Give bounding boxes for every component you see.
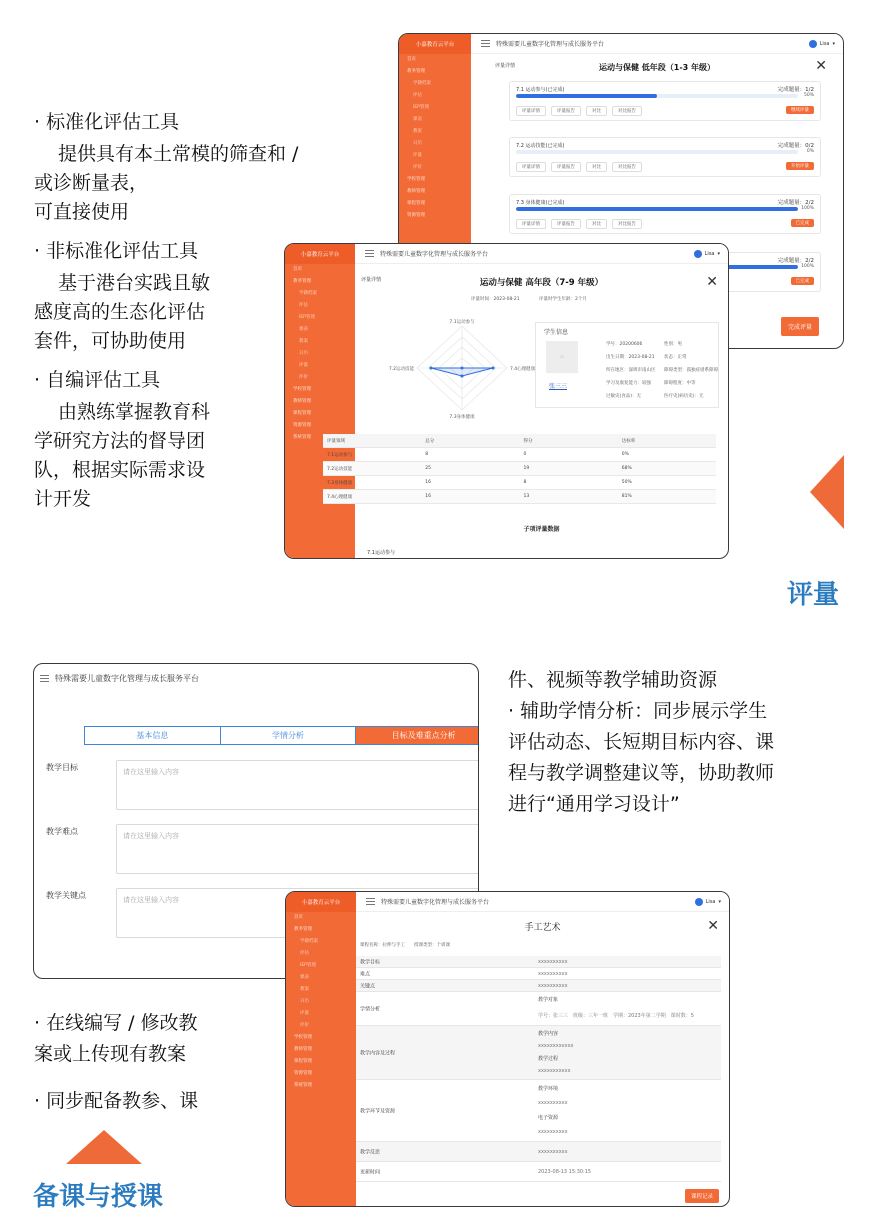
finish-assessment-button[interactable]: 完成评量 [781, 317, 819, 336]
sidebar-item-lesson-plan[interactable]: 教案 [300, 987, 309, 992]
lesson-row: 更新时间 2023-08-13 15:30:15 [356, 1162, 721, 1182]
bullet-custom-body-1: 由熟练掌握教育科 [58, 401, 211, 423]
report-button[interactable]: 评量报告 [551, 162, 581, 172]
user-menu[interactable] [809, 40, 835, 48]
tab-goal-analysis[interactable]: 目标及难重点分析 [356, 727, 479, 744]
platform-title: 特殊需要儿童数字化管理与成长服务平台 [55, 673, 199, 683]
sub-item-first: 7.1运动参与 [367, 550, 395, 556]
student-name[interactable]: 张三三 [549, 383, 568, 390]
assessment-age: 评量时学生年龄：2个月 [539, 297, 587, 302]
start-assessment-button[interactable]: 开始评量 [786, 162, 814, 170]
breadcrumb: 评量详情 [495, 63, 516, 69]
sidebar-item-academic[interactable]: 教务管理 [293, 279, 311, 284]
report-button[interactable]: 评量报告 [551, 106, 581, 116]
table-row: 7.2运动技能 25 19 68% [323, 462, 716, 476]
sidebar-item-evaluation[interactable]: 评估 [299, 303, 308, 308]
radar-label: 7.2运动技能 [389, 367, 414, 372]
avatar [695, 898, 703, 906]
progress-percent: 50% [803, 93, 814, 98]
sidebar-item-course[interactable]: 课程管理 [407, 201, 425, 206]
platform-title: 特殊需要儿童数字化管理与成长服务平台 [380, 251, 489, 258]
sidebar-item-schedule[interactable]: 课表 [299, 327, 308, 332]
compare-report-button[interactable]: 对比报告 [612, 219, 642, 229]
sidebar-item-calendar[interactable]: 日历 [299, 351, 308, 356]
topbar [471, 34, 843, 54]
progress-fill [516, 94, 657, 98]
card-actions [516, 219, 642, 229]
progress-percent: 100% [801, 206, 814, 211]
user-name: Lisa [819, 40, 830, 47]
sidebar-item-records[interactable]: 学籍档案 [299, 291, 317, 296]
progress-bar [516, 94, 798, 98]
bullet-custom-body-4: 计开发 [34, 488, 92, 510]
text-line: · 同步配备教参、课 [34, 1090, 199, 1112]
screen-assessment-high-grade [284, 243, 729, 559]
sidebar-item-schedule[interactable]: 课表 [300, 975, 309, 980]
completed-badge[interactable]: 已完成 [791, 277, 815, 285]
progress-percent: 0% [806, 149, 814, 154]
sidebar-logo: 小嘉教育云平台 [285, 244, 355, 264]
sidebar-item-teacher[interactable]: 教师管理 [407, 189, 425, 194]
sidebar-item-course[interactable]: 课程管理 [294, 1059, 312, 1064]
lesson-row: 教学反思 xxxxxxxxxx [356, 1142, 721, 1162]
sidebar-logo: 小嘉教育云平台 [286, 892, 356, 912]
compare-button[interactable]: 对比 [586, 162, 607, 172]
sidebar-item-schedule[interactable]: 课表 [413, 117, 422, 122]
sidebar-item-teacher[interactable]: 教师管理 [294, 1047, 312, 1052]
sidebar-item-academic[interactable]: 教务管理 [294, 927, 312, 932]
intro-text-assessment [34, 108, 298, 514]
menu-icon[interactable] [40, 675, 49, 682]
assessment-date: 评量时间：2023-08-21 [471, 297, 520, 302]
bullet-nonstandard-title: · 非标准化评估工具 [34, 240, 199, 262]
sidebar-item-review[interactable]: 评价 [413, 165, 422, 170]
radar-label: 7.3身体健康 [449, 415, 475, 420]
assessment-card [509, 81, 821, 121]
detail-button[interactable]: 评量详情 [516, 162, 546, 172]
progress-bar [516, 150, 798, 154]
student-field: 障碍程度：中等 [664, 381, 696, 386]
sidebar-item-system[interactable]: 系统管理 [294, 1083, 312, 1088]
sidebar-item-evaluation[interactable]: 评估 [300, 951, 309, 956]
radar-chart [389, 316, 559, 426]
menu-icon[interactable] [481, 40, 490, 47]
decor-triangle-left [810, 455, 844, 529]
student-field: 学号：20200606 [606, 342, 643, 347]
student-field: 状态：正常 [664, 355, 687, 360]
image-icon: ▫ [560, 354, 564, 360]
student-info-title: 学生信息 [544, 329, 569, 336]
table-row: 7.3身体健康 16 8 50% [323, 476, 716, 490]
bullet-nonstandard-body-2: 感度高的生态化评估 [34, 301, 206, 323]
bullet-custom-title: · 自编评估工具 [34, 369, 161, 391]
teaching-difficulty-input[interactable]: 请在这里输入内容 [116, 824, 479, 874]
table-header: 评量领域 总分 得分 达标率 [323, 434, 716, 448]
sidebar-item-evaluation[interactable]: 评估 [413, 93, 422, 98]
tab-basic-info[interactable]: 基本信息 [85, 727, 221, 744]
section-label-assessment: 评量 [787, 580, 840, 610]
form-tabs [84, 726, 479, 745]
sidebar-item-lesson-plan[interactable]: 教案 [413, 129, 422, 134]
sidebar-item-school[interactable]: 学校管理 [293, 387, 311, 392]
card-count: 完成题量：2/2 [777, 258, 814, 264]
progress-fill [516, 207, 798, 211]
text-line: 案或上传现有教案 [34, 1043, 187, 1065]
sidebar-item-iep[interactable]: IEP管理 [299, 315, 315, 320]
intro-text-lesson-edit [34, 1008, 198, 1117]
topbar [34, 664, 478, 692]
field-label-goal: 教学目标 [46, 763, 78, 772]
compare-report-button[interactable]: 对比报告 [612, 162, 642, 172]
sidebar-item-home[interactable]: 首页 [407, 57, 416, 62]
student-photo [546, 341, 578, 373]
text-line: 评估动态、长短期目标内容、课 [508, 731, 775, 753]
field-label-keypoint: 教学关键点 [46, 891, 86, 900]
card-count: 完成题量：2/2 [777, 200, 814, 206]
sidebar-item-school[interactable]: 学校管理 [294, 1035, 312, 1040]
report-button[interactable]: 评量报告 [551, 219, 581, 229]
course-record-button[interactable]: 课程记录 [685, 1189, 719, 1203]
progress-bar [516, 207, 798, 211]
user-name: Lisa [705, 898, 716, 905]
platform-title: 特殊需要儿童数字化管理与成长服务平台 [496, 41, 605, 48]
sidebar [285, 244, 355, 558]
tab-learning-analysis[interactable]: 学情分析 [221, 727, 357, 744]
sidebar-item-calendar[interactable]: 日历 [300, 999, 309, 1004]
sidebar-item-assessment[interactable]: 评量 [413, 153, 422, 158]
text-line: · 在线编写 / 修改教 [34, 1012, 198, 1034]
user-menu[interactable] [694, 250, 720, 258]
bullet-custom-body-2: 学研究方法的督导团 [34, 430, 206, 452]
card-count: 完成题量：0/2 [777, 143, 814, 149]
radar-label: 7.1运动参与 [449, 320, 475, 325]
sidebar-item-calendar[interactable]: 日历 [413, 141, 422, 146]
teaching-goal-input[interactable]: 请在这里输入内容 [116, 760, 479, 810]
student-field: 学习及康复能力：较强 [606, 381, 651, 386]
sub-item-title: 子项评量数据 [523, 526, 560, 533]
text-line: · 辅助学情分析：同步展示学生 [508, 700, 768, 722]
student-field: 出生日期：2023-08-21 [606, 355, 655, 360]
bullet-nonstandard-body-1: 基于港台实践且敏 [58, 272, 211, 294]
lesson-row: 教学环节及资源 教学环境 xxxxxxxxxx 电子资源 xxxxxxxxxx [356, 1080, 721, 1142]
radar-label: 7.4心理健康 [510, 367, 536, 372]
sidebar-logo: 小嘉教育云平台 [399, 34, 471, 54]
screen-lesson-detail [285, 891, 730, 1207]
student-info-panel [535, 322, 719, 408]
compare-button[interactable]: 对比 [586, 219, 607, 229]
lesson-row: 关键点 xxxxxxxxxx [356, 980, 721, 992]
sidebar-item-resource[interactable]: 资源管理 [293, 423, 311, 428]
card-title: 7.2 运动技能(已完成) [516, 143, 565, 149]
detail-button[interactable]: 评量详情 [516, 106, 546, 116]
avatar [694, 250, 702, 258]
user-name: Lisa [704, 250, 715, 257]
close-icon[interactable]: ✕ [815, 58, 827, 74]
bullet-standardized-body-2: 或诊断量表， [34, 172, 149, 194]
page-title: 运动与保健 低年段（1-3 年级） [598, 63, 716, 72]
card-count: 完成题量：1/2 [777, 87, 814, 93]
continue-assessment-button[interactable]: 继续评量 [786, 106, 814, 114]
sidebar-item-system[interactable]: 系统管理 [293, 435, 311, 440]
breadcrumb: 评量详情 [361, 277, 382, 283]
student-field: 医疗史(病历史)：无 [664, 394, 704, 399]
page-title: 手工艺术 [524, 923, 561, 933]
bullet-nonstandard-body-3: 套件，可协助使用 [34, 330, 187, 352]
student-field: 所在地区：深圳市南山区 [606, 368, 656, 373]
chevron-down-icon: ▾ [832, 40, 835, 47]
text-line: 进行“通用学习设计” [508, 793, 680, 815]
card-title: 7.3 身体健康(已完成) [516, 200, 565, 206]
card-actions [516, 162, 642, 172]
chevron-down-icon: ▾ [717, 250, 720, 257]
compare-report-button[interactable]: 对比报告 [612, 106, 642, 116]
card-actions [516, 106, 642, 116]
sidebar-item-iep[interactable]: IEP管理 [300, 963, 316, 968]
assessment-card [509, 194, 821, 234]
sidebar-item-course[interactable]: 课程管理 [293, 411, 311, 416]
table-row: 7.1运动参与 8 0 0% [323, 448, 716, 462]
sidebar-item-assessment[interactable]: 评量 [300, 1011, 309, 1016]
bullet-custom-body-3: 队，根据实际需求设 [34, 459, 206, 481]
sidebar-item-school[interactable]: 学校管理 [407, 177, 425, 182]
completed-badge[interactable]: 已完成 [791, 219, 815, 227]
compare-button[interactable]: 对比 [586, 106, 607, 116]
sidebar [286, 892, 356, 1206]
topbar [355, 244, 728, 264]
close-icon[interactable]: ✕ [707, 918, 719, 934]
radar-point [430, 367, 433, 370]
platform-title: 特殊需要儿童数字化管理与成长服务平台 [381, 899, 490, 906]
card-title: 7.1 运动参与(已完成) [516, 87, 565, 93]
bullet-standardized-body-3: 可直接使用 [34, 201, 130, 223]
student-field: 性别：男 [664, 342, 682, 347]
decor-triangle-up [66, 1130, 142, 1164]
progress-percent: 100% [801, 264, 814, 269]
sidebar-item-home[interactable]: 首页 [293, 267, 302, 272]
menu-icon[interactable] [366, 898, 375, 905]
bullet-standardized-body-1: 提供具有本土常模的筛查和 / [58, 143, 299, 165]
detail-button[interactable]: 评量详情 [516, 219, 546, 229]
sidebar-item-home[interactable]: 首页 [294, 915, 303, 920]
page-title: 运动与保健 高年段（7-9 年级） [479, 278, 604, 288]
sidebar-item-teacher[interactable]: 教师管理 [293, 399, 311, 404]
topbar [356, 892, 729, 912]
radar-point [461, 367, 464, 370]
menu-icon[interactable] [365, 250, 374, 257]
lesson-row: 教学目标 xxxxxxxxxx [356, 956, 721, 968]
sidebar-item-review[interactable]: 评价 [299, 375, 308, 380]
sidebar-item-lesson-plan[interactable]: 教案 [299, 339, 308, 344]
radar-point [492, 367, 495, 370]
teaching-keypoint-input[interactable]: 请在这里输入内容 [116, 888, 479, 938]
sidebar-item-records[interactable]: 学籍档案 [413, 81, 431, 86]
assessment-card [509, 137, 821, 177]
text-line: 件、视频等教学辅助资源 [508, 669, 718, 691]
field-label-difficulty: 教学难点 [46, 827, 78, 836]
sidebar-item-records[interactable]: 学籍档案 [300, 939, 318, 944]
intro-text-lesson-resources [508, 665, 774, 820]
lesson-row: 难点 xxxxxxxxxx [356, 968, 721, 980]
sidebar-item-resource[interactable]: 资源管理 [294, 1071, 312, 1076]
sidebar-item-review[interactable]: 评价 [300, 1023, 309, 1028]
student-field: 过敏史(食品)：无 [606, 394, 642, 399]
score-table [323, 434, 716, 504]
sidebar-item-assessment[interactable]: 评量 [299, 363, 308, 368]
text-line: 程与教学调整建议等，协助教师 [508, 762, 775, 784]
close-icon[interactable]: ✕ [706, 274, 718, 290]
table-row: 7.4心理健康 16 13 81% [323, 490, 716, 504]
course-meta: 课程名称：拉伸与手工 授课类型：个训课 [360, 943, 450, 948]
sidebar-item-iep[interactable]: IEP管理 [413, 105, 429, 110]
chevron-down-icon: ▾ [718, 898, 721, 905]
bullet-standardized-title: · 标准化评估工具 [34, 111, 180, 133]
sidebar-item-academic[interactable]: 教务管理 [407, 69, 425, 74]
user-menu[interactable] [695, 898, 721, 906]
section-label-lesson: 备课与授课 [33, 1182, 164, 1212]
avatar [809, 40, 817, 48]
lesson-row: 学情分析 教学对象 学号：张三三 班级：三年一班 学期：2023年第二学期 课时数：5 [356, 992, 721, 1026]
sidebar-item-resource[interactable]: 资源管理 [407, 213, 425, 218]
radar-point [461, 375, 464, 378]
student-field: 障碍类型：孤独症谱系障碍 [664, 368, 718, 373]
lesson-row: 教学内容及过程 教学内容 xxxxxxxxxxxx 教学过程 xxxxxxxxxxx [356, 1026, 721, 1080]
